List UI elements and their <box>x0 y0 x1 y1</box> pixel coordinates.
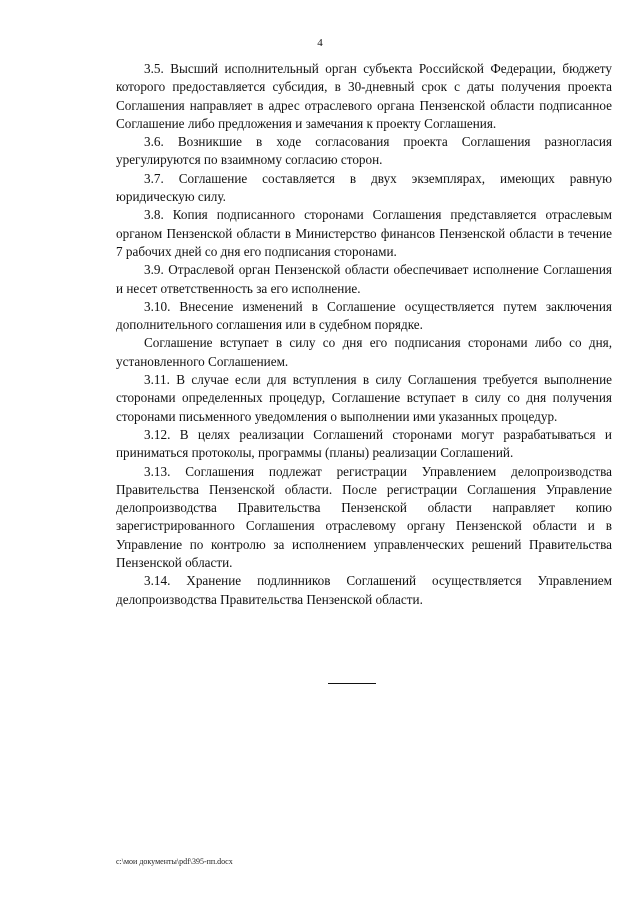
paragraph-3-7: 3.7. Соглашение составляется в двух экземплярах, имеющих равную юридическую силу. <box>116 170 612 205</box>
paragraph-3-12: 3.12. В целях реализации Соглашений сторонами могут разрабатываться и приниматься протоколы, программы (планы) реализации Соглашений. <box>116 426 612 461</box>
paragraph-3-9: 3.9. Отраслевой орган Пензенской области обеспечивает исполнение Соглашения и несет ответственность за его исполнение. <box>116 262 612 296</box>
paragraph-3-5: 3.5. Высший исполнительный орган субъекта Российской Федерации, бюджету которого предоставляется субсидия, в 30-дневный срок с даты получения проекта Соглашения направляет в адрес отраслевого органа Пензенской области подписанное Соглашение либо предложения и замечания к проекту Соглашения. <box>116 61 612 131</box>
document-body <box>116 60 612 609</box>
end-separator-line <box>328 683 376 684</box>
footer-file-path: c:\мои документы\pdf\395-пп.docx <box>116 857 233 866</box>
paragraph-3-13: 3.13. Соглашения подлежат регистрации Управлением делопроизводства Правительства Пензенской области. После регистрации Соглашения Управление делопроизводства Правительства Пензенской области направляет копию зарегистрированного Соглашения отраслевому органу Пензенской области и в Управление по контролю за исполнением управленческих решений Правительства Пензенской области. <box>116 463 612 571</box>
paragraph-3-14: 3.14. Хранение подлинников Соглашений осуществляется Управлением делопроизводства Правительства Пензенской области. <box>116 573 612 607</box>
paragraph-3-10: 3.10. Внесение изменений в Соглашение осуществляется путем заключения дополнительного соглашения или в судебном порядке. <box>116 298 612 333</box>
paragraph-3-6: 3.6. Возникшие в ходе согласования проекта Соглашения разногласия урегулируются по взаимному согласию сторон. <box>116 134 612 168</box>
paragraph-3-11: 3.11. В случае если для вступления в силу Соглашения требуется выполнение сторонами определенных процедур, Соглашение вступает в силу со дня получения сторонами письменного уведомления о выполнении ими указанных процедур. <box>116 372 612 424</box>
page-number: 4 <box>317 37 323 49</box>
paragraph-entry-into-force: Соглашение вступает в силу со дня его подписания сторонами либо со дня, установленного Соглашением. <box>116 335 612 369</box>
paragraph-3-8: 3.8. Копия подписанного сторонами Соглашения представляется отраслевым органом Пензенской области в Министерство финансов Пензенской области в течение 7 рабочих дней со дня его подписания сторонами. <box>116 207 612 259</box>
